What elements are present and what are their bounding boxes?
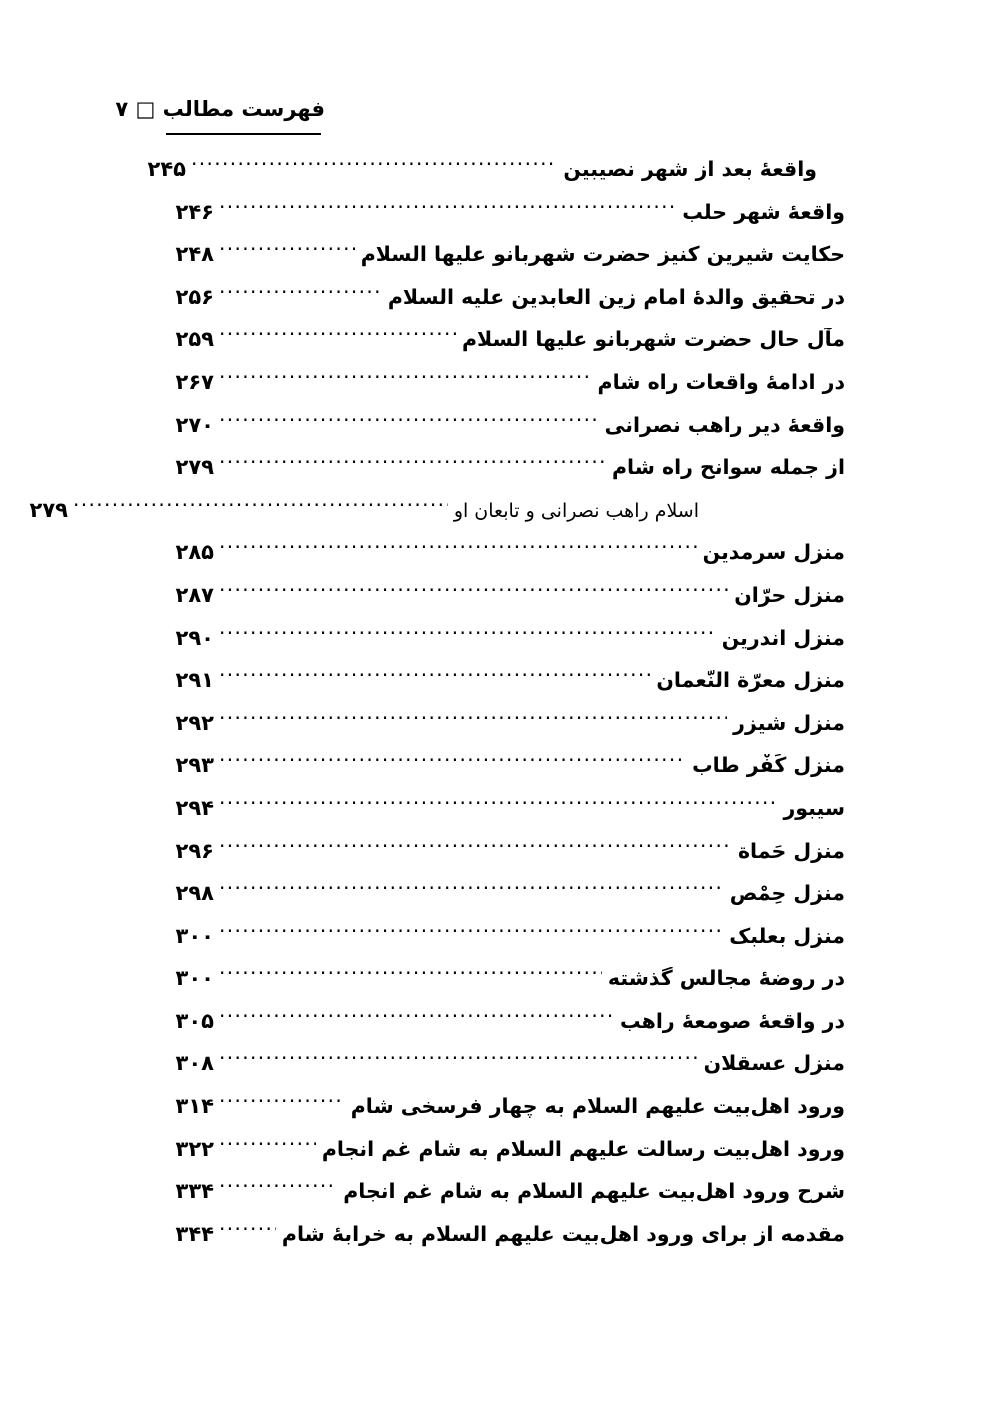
toc-dot-leader: [219, 756, 686, 772]
toc-entry[interactable]: [162, 584, 845, 627]
toc-entry-page-number: ۳۴۴: [175, 1222, 214, 1246]
toc-dot-leader: [219, 1012, 614, 1028]
toc-entry-title: از جمله سوانح راه شام: [611, 456, 845, 480]
toc-dot-leader: [219, 842, 732, 858]
toc-entry-page-number: ۲۷۹: [175, 456, 214, 480]
toc-entry[interactable]: [162, 201, 845, 244]
toc-entry-title: سیبور: [783, 796, 845, 820]
toc-entry[interactable]: [162, 286, 845, 329]
toc-entry[interactable]: [162, 1052, 845, 1095]
toc-entry-title: منزل شیزر: [733, 711, 845, 735]
toc-entry-title: واقعهٔ بعد از شهر نصیبین: [563, 158, 817, 181]
toc-entry[interactable]: [162, 371, 845, 414]
toc-entry[interactable]: [162, 414, 845, 457]
toc-entry[interactable]: [162, 456, 845, 499]
toc-entry[interactable]: [162, 328, 845, 371]
toc-entry-title: منزل کَفْر طاب: [692, 754, 845, 778]
toc-dot-leader: [219, 927, 723, 943]
toc-entry-title: اسلام راهب نصرانی و تابعان او: [453, 499, 699, 522]
toc-entry-page-number: ۲۹۸: [175, 882, 214, 906]
toc-entry-page-number: ۳۰۵: [175, 1009, 214, 1033]
toc-entry-title: منزل حِمْص: [729, 882, 845, 906]
toc-entry-title: در واقعهٔ صومعهٔ راهب: [619, 1009, 845, 1033]
toc-entry[interactable]: [162, 840, 845, 883]
toc-entry-title: مقدمه از برای ورود اهل‌بیت علیهم السلام به خرابهٔ شام: [281, 1222, 845, 1246]
toc-entry-page-number: ۲۵۶: [175, 285, 214, 309]
toc-dot-leader: [219, 671, 650, 687]
toc-list: [29, 158, 845, 1265]
toc-entry-title: واقعهٔ شهر حلب: [682, 200, 845, 224]
toc-entry[interactable]: [162, 1180, 845, 1223]
toc-entry-title: حکایت شیرین کنیز حضرت شهربانو علیها السلام: [360, 243, 845, 267]
toc-entry[interactable]: [162, 925, 845, 968]
toc-dot-leader: [219, 330, 456, 346]
toc-entry-title: ورود اهل‌بیت علیهم السلام به چهار فرسخی شام: [350, 1095, 845, 1119]
toc-entry-page-number: ۲۴۶: [175, 200, 214, 224]
toc-entry-title: مآل حال حضرت شهربانو علیها السلام: [462, 328, 845, 352]
toc-entry-title: منزل اندرین: [721, 626, 845, 650]
toc-entry-page-number: ۲۸۷: [175, 583, 214, 607]
toc-entry[interactable]: [162, 967, 845, 1010]
toc-entry-title: در تحقیق والدهٔ امام زین العابدین علیه السلام: [387, 285, 845, 309]
toc-entry[interactable]: [162, 754, 845, 797]
toc-entry-title: شرح ورود اهل‌بیت علیهم السلام به شام غم انجام: [343, 1180, 845, 1204]
toc-entry-page-number: ۳۰۰: [175, 924, 214, 948]
toc-entry[interactable]: [134, 158, 845, 201]
toc-entry-title: منزل حَماة: [737, 839, 845, 863]
running-head-text: فهرست مطالب □ ۷: [115, 97, 325, 121]
toc-entry[interactable]: [162, 1223, 845, 1266]
toc-dot-leader: [219, 799, 777, 815]
toc-entry-page-number: ۳۲۲: [175, 1137, 214, 1161]
running-head: [115, 96, 325, 122]
toc-entry[interactable]: [162, 882, 845, 925]
toc-entry-title: ورود اهل‌بیت رسالت علیهم السلام به شام غم انجام: [321, 1137, 845, 1161]
toc-dot-leader: [219, 1225, 276, 1241]
toc-dot-leader: [219, 373, 592, 389]
toc-entry[interactable]: [162, 712, 845, 755]
toc-entry-page-number: ۲۹۲: [175, 711, 214, 735]
toc-dot-leader: [219, 1054, 698, 1070]
toc-entry-page-number: ۳۱۴: [175, 1095, 214, 1119]
toc-entry[interactable]: [162, 1010, 845, 1053]
toc-entry-page-number: ۲۴۵: [147, 158, 186, 181]
toc-dot-leader: [219, 543, 697, 559]
toc-entry-page-number: ۲۴۸: [175, 243, 214, 267]
toc-entry-page-number: ۲۷۰: [175, 413, 214, 437]
toc-dot-leader: [73, 501, 448, 517]
toc-entry-title: منزل سرمدین: [702, 541, 845, 565]
toc-dot-leader: [219, 969, 602, 985]
toc-entry-page-number: ۳۰۸: [175, 1052, 214, 1076]
toc-dot-leader: [219, 714, 727, 730]
toc-dot-leader: [219, 1140, 316, 1156]
toc-entry[interactable]: [162, 669, 845, 712]
toc-entry-page-number: ۲۹۰: [175, 626, 214, 650]
toc-dot-leader: [191, 160, 557, 176]
toc-dot-leader: [219, 629, 716, 645]
toc-dot-leader: [219, 458, 606, 474]
toc-entry-page-number: ۲۸۵: [175, 541, 214, 565]
toc-entry-title: منزل معرّة النّعمان: [656, 669, 845, 693]
toc-dot-leader: [219, 1097, 345, 1113]
toc-entry[interactable]: [162, 243, 845, 286]
toc-entry[interactable]: [162, 541, 845, 584]
toc-entry-title: منزل عسقلان: [703, 1052, 845, 1076]
toc-entry-title: منزل بعلبک: [729, 924, 845, 948]
toc-entry[interactable]: [162, 1095, 845, 1138]
toc-entry-page-number: ۲۹۴: [175, 796, 214, 820]
toc-entry-page-number: ۲۷۹: [29, 498, 68, 522]
toc-entry-title: در ادامهٔ واقعات راه شام: [597, 370, 845, 394]
toc-entry-title: واقعهٔ دیر راهب نصرانی: [604, 413, 845, 437]
running-head-rule: [166, 133, 321, 135]
toc-dot-leader: [219, 416, 599, 432]
toc-entry-page-number: ۲۹۱: [175, 669, 214, 693]
toc-dot-leader: [219, 288, 382, 304]
toc-entry-title: در روضهٔ مجالس گذشته: [607, 967, 845, 991]
toc-entry[interactable]: [16, 499, 845, 542]
toc-entry[interactable]: [162, 797, 845, 840]
toc-entry[interactable]: [162, 627, 845, 670]
toc-entry-page-number: ۲۹۳: [175, 754, 214, 778]
toc-dot-leader: [219, 1182, 337, 1198]
toc-entry-page-number: ۲۶۷: [175, 370, 214, 394]
toc-entry-title: منزل حرّان: [734, 583, 845, 607]
toc-dot-leader: [219, 884, 724, 900]
toc-entry-page-number: ۳۰۰: [175, 967, 214, 991]
toc-entry-page-number: ۳۳۴: [175, 1180, 214, 1204]
toc-entry[interactable]: [162, 1138, 845, 1181]
toc-dot-leader: [219, 586, 728, 602]
toc-dot-leader: [219, 203, 676, 219]
toc-entry-page-number: ۲۵۹: [175, 328, 214, 352]
toc-entry-page-number: ۲۹۶: [175, 839, 214, 863]
toc-dot-leader: [219, 245, 355, 261]
